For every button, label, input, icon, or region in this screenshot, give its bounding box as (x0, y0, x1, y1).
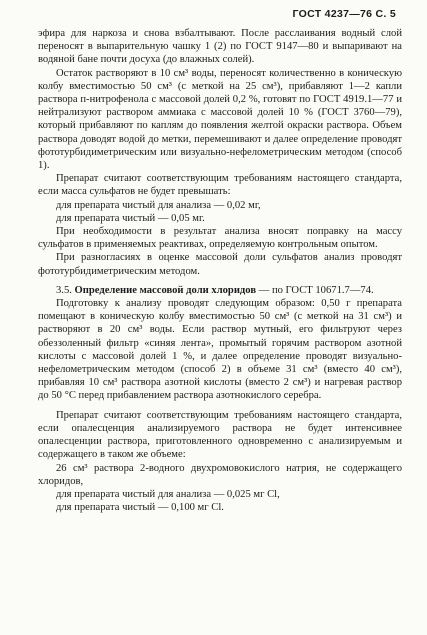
paragraph-chloride-criteria: Препарат считают соответствующим требованиям настоящего стандарта, если опалесценция анализируемого раствора не будет интенсивнее опалесценции раствора, приготовленного одновременно с анализируемым и содержащего в таком же объеме: (38, 409, 402, 461)
section-reference: — по ГОСТ 10671.7—74. (258, 284, 374, 296)
limit-analytical-grade: для препарата чистый для анализа — 0,02 мг, (56, 199, 261, 211)
section-number: 3.5. (56, 284, 72, 296)
section-title: Определение массовой доли хлоридов (74, 284, 257, 296)
paragraph-disagreement: При разногласиях в оценке массовой доли сульфатов анализ проводят фототурбидиметрическим методом. (38, 252, 402, 277)
paragraph-dichromate: 26 см³ раствора 2-водного двухромовокислого натрия, не содержащего хлоридов, (38, 462, 402, 487)
section-heading (38, 284, 402, 297)
paragraph-correction: При необходимости в результат анализа вносят поправку на массу сульфатов в применяемых реактивах, определяемую контрольным опытом. (38, 226, 402, 251)
running-title: ГОСТ 4237—76 С. 5 (292, 8, 396, 20)
body-text (38, 27, 402, 514)
chloride-limit-analytical: для препарата чистый для анализа — 0,025 мг Cl, (56, 488, 280, 500)
limit-pure-grade: для препарата чистый — 0,05 мг. (56, 212, 205, 224)
paragraph-preparation: Подготовку к анализу проводят следующим образом: 0,50 г препарата помещают в коническую колбу вместимостью 50 см³ (с меткой на 31 см³) и растворяют в 20 см³ воды. Если раствор мутный, его фильтруют через обеззоленный фильтр «синяя лента», промытый горячим раствором азотной кислоты с массовой долей 1 %, и далее определение проводят визуально-нефелометрическим методом (способ 2) в объеме 31 см³ (вместо 40 см³), прибавляя 10 см³ раствора азотной кислоты (вместо 2 см³) и нагревая раствор до 50 °С перед прибавлением раствора азотнокислого серебра. (38, 298, 402, 402)
paragraph-continuation: эфира для наркоза и снова взбалтывают. После расслаивания водный слой переносят в выпарительную чашку 1 (2) по ГОСТ 9147—80 и выпаривают на водяной бане почти досуха (до влажных солей). (38, 28, 402, 66)
paragraph-sulfate-criteria: Препарат считают соответствующим требованиям настоящего стандарта, если масса сульфатов не будет превышать: (38, 173, 402, 198)
chloride-limit-pure: для препарата чистый — 0,100 мг Cl. (56, 502, 224, 514)
paragraph-residue: Остаток растворяют в 10 см³ воды, переносят количественно в коническую колбу вместимостью 50 см³ (с меткой на 25 см³), прибавляют 1—2 капли раствора п-нитрофенола с массовой долей 0,2 %, готовят по ГОСТ 4919.1—77 и нейтрализуют раствором аммиака с массовой долей 10 % (ГОСТ 3760—79), который прибавляют по каплям до появления желтой окраски раствора. Объем раствора доводят водой до метки, перемешивают и далее определение проводят фототурбидиметрическим или визуально-нефелометрическим методом (способ 1). (38, 67, 402, 172)
